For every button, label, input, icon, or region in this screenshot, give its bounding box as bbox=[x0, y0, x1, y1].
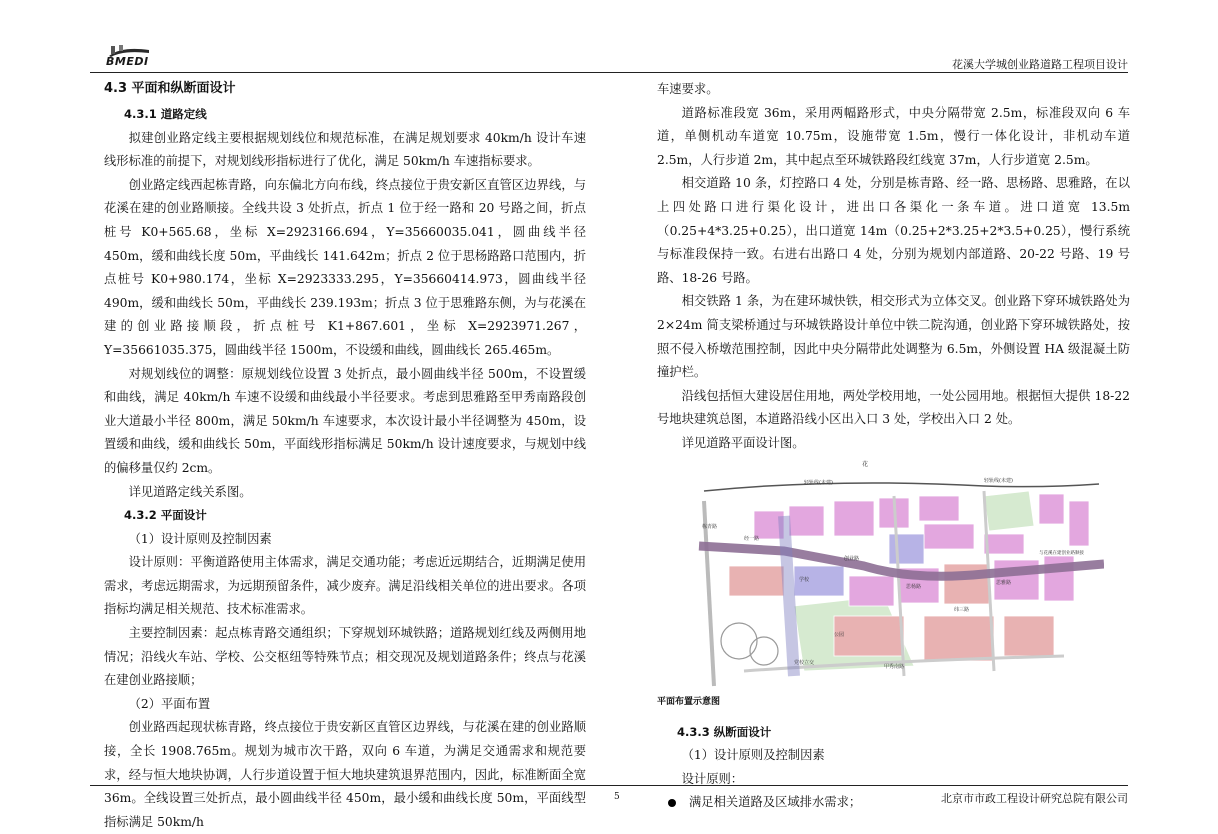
map-label: 花 bbox=[862, 460, 869, 468]
map-label: 轻轨线(未建) bbox=[804, 479, 833, 486]
header-title: 花溪大学城创业路道路工程项目设计 bbox=[952, 58, 1128, 71]
section-title: 4.3 平面和纵断面设计 bbox=[104, 81, 236, 96]
figure-caption: 平面布置示意图 bbox=[657, 696, 721, 707]
footer-rule bbox=[90, 785, 1128, 786]
map-label: 创业路 bbox=[844, 555, 860, 562]
map-label: 纬三路 bbox=[954, 606, 970, 613]
paragraph: 创业路西起现状栋青路，终点接位于贵安新区直管区边界线，与花溪在建的创业路顺接，全长 1908.765m。规划为城市次干路，双向 6 车道，为满足交通需求和规范要求，经与恒大地块协调，人行步道设置于恒大地块建筑退界范围内，因此，标准断面全宽 36m。全线设置三处折点，最小圆曲线半径 450m，最小缓和曲线长度 50m，平面线型指标满足 50km/h bbox=[104, 720, 586, 829]
paragraph: 相交铁路 1 条，为在建环城快铁，相交形式为立体交叉。创业路下穿环城铁路处为 2×24m 简支梁桥通过与环城铁路设计单位中铁二院沟通，创业路下穿环城铁路处，按照不侵入桥墩范围控制，因此中央分隔带此处调整为 6.5m，外侧设置 HA 级混凝土防撞护栏。 bbox=[657, 294, 1130, 380]
subsection-title-4-3-1: 4.3.1 道路定线 bbox=[124, 107, 207, 121]
list-heading: （1）设计原则及控制因素 bbox=[681, 748, 825, 763]
map-label: 栋青路 bbox=[702, 523, 718, 530]
paragraph: 对规划线位的调整：原规划线位设置 3 处折点，最小圆曲线半径 500m，不设置缓和曲线，满足 40km/h 车速不设缓和曲线最小半径要求。考虑到思雅路至甲秀南路段创业大道最小半径 800m，满足 50km/h 车速要求，本次设计最小半径调整为 450m，设置缓和曲线，缓和曲线长 50m，平面线形指标满足 50km/h 设计速度要求，与规划中线的偏移量仅约 2cm。 bbox=[104, 366, 586, 475]
paragraph: 拟建创业路定线主要根据规划线位和规范标准，在满足规划要求 40km/h 设计车速线形标准的前提下，对规划线形指标进行了优化，满足 50km/h 车速指标要求。 bbox=[104, 130, 586, 169]
subsection-title-4-3-3: 4.3.3 纵断面设计 bbox=[677, 724, 772, 739]
page-number: 5 bbox=[614, 792, 620, 802]
paragraph: 设计原则： bbox=[681, 771, 744, 786]
list-heading: （2）平面布置 bbox=[128, 696, 211, 711]
paragraph: 创业路定线西起栋青路，向东偏北方向布线，终点接位于贵安新区直管区边界线，与花溪在建的创业路顺接。全线共设 3 处折点，折点 1 位于经一路和 20 号路之间，折点桩号 K0+565.68，坐标 X=2923166.694，Y=35660035.041，圆曲线半径 450m，缓和曲线长度 50m，平曲线长 141.642m；折点 2 位于思杨路路口范围内，折点桩号 K0+980.174，坐标 X=2923333.295，Y=35660414.973，圆曲线半径 490m，缓和曲线长 50m，平曲线长 239.193m；折点 3 位于思雅路东侧，为与花溪在建的创业路接顺段，折点桩号 K1+867.601，坐标 X=2923971.267，Y=35661035.375，圆曲线半径 1500m，不设缓和曲线，圆曲线长 265.465m。 bbox=[104, 177, 586, 357]
paragraph: 沿线包括恒大建设居住用地，两处学校用地，一处公园用地。根据恒大提供 18-22 号地块建筑总图，本道路沿线小区出入口 3 处，学校出入口 2 处。 bbox=[657, 388, 1130, 427]
school-zone bbox=[889, 534, 924, 564]
plan-map-svg bbox=[684, 456, 1104, 689]
subsection-title-4-3-2: 4.3.2 平面设计 bbox=[124, 508, 207, 523]
map-label: 与花溪在建创业路顺接 bbox=[1039, 550, 1084, 556]
paragraph: 主要控制因素：起点栋青路交通组织；下穿规划环城铁路；道路规划红线及两侧用地情况；沿线火车站、学校、公交枢纽等特殊节点；相交现况及规划道路条件；终点与花溪在建创业路接顺； bbox=[104, 626, 586, 688]
left-column bbox=[104, 78, 586, 834]
map-label: 学校 bbox=[799, 576, 810, 583]
header-rule bbox=[90, 72, 1128, 73]
green-zone bbox=[984, 491, 1034, 531]
paragraph: 车速要求。 bbox=[657, 82, 719, 96]
paragraph: 详见道路定线关系图。 bbox=[128, 484, 252, 499]
bullet-text: 满足相关道路及区域排水需求； bbox=[689, 795, 862, 810]
paragraph: 详见道路平面设计图。 bbox=[681, 435, 805, 450]
logo-text: BMEDI bbox=[106, 55, 149, 68]
paragraph: 道路标准段宽 36m，采用两幅路形式，中央分隔带宽 2.5m，标准段双向 6 车道，单侧机动车道宽 10.75m，设施带宽 1.5m，慢行一体化设计，非机动车道 2.5m，人行步道 2m，其中起点至环城铁路段红线宽 37m，人行步道宽 2.5m。 bbox=[657, 105, 1130, 167]
paragraph: 设计原则：平衡道路使用主体需求，满足交通功能；考虑近远期结合，近期满足使用需求，考虑远期需求，为远期预留条件，减少废弃。满足沿线相关单位的进出要求。各项指标均满足相关规范、技术标准需求。 bbox=[104, 555, 586, 617]
map-label: 甲秀南路 bbox=[884, 663, 905, 670]
plan-layout-map bbox=[684, 456, 1104, 689]
map-label: 经一路 bbox=[744, 535, 760, 542]
footer-organization: 北京市市政工程设计研究总院有限公司 bbox=[941, 792, 1128, 805]
bullet-dot-icon bbox=[668, 799, 676, 807]
map-label: 轻轨线(未建) bbox=[984, 477, 1013, 484]
map-label: 公园 bbox=[834, 631, 845, 638]
right-column bbox=[657, 78, 1130, 815]
list-heading: （1）设计原则及控制因素 bbox=[128, 531, 272, 546]
map-label: 党校立交 bbox=[794, 659, 815, 666]
map-label: 思杨路 bbox=[906, 583, 922, 590]
map-label: 思雅路 bbox=[996, 579, 1012, 586]
paragraph: 相交道路 10 条，灯控路口 4 处，分别是栋青路、经一路、思杨路、思雅路，在以上四处路口进行渠化设计，进出口各渠化一条车道。进口道宽 13.5m（0.25+4*3.25+0.25），出口道宽 14m（0.25+2*3.25+2*3.5+0.25），慢行系统与标准段保持一致。右进右出路口 4 处，分别为规划内部道路、20-22 号路、19 号路、18-26 号路。 bbox=[657, 176, 1130, 285]
